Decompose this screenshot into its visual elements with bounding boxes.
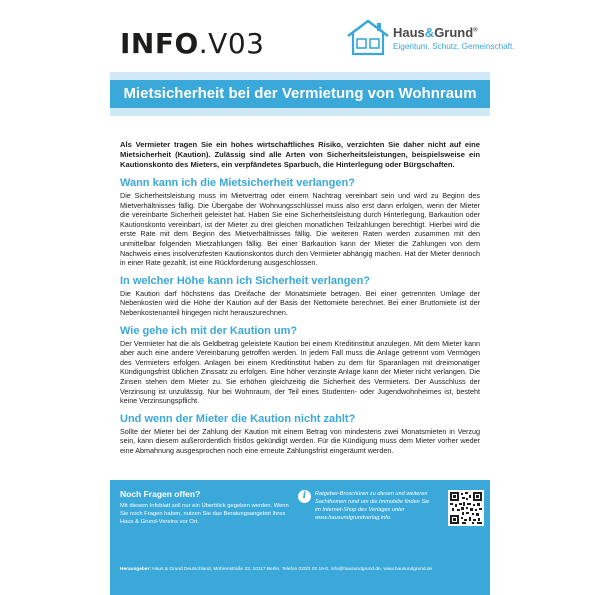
house-logo-icon	[346, 18, 390, 58]
logo-name-part1: Haus	[393, 25, 425, 40]
logo-ampersand: &	[424, 25, 435, 40]
title-bar	[110, 80, 490, 108]
section-text: Sollte der Mieter bei der Zahlung der Kaution mit einem Betrag von mindestens zwei Monatsmieten in Verzug sein, kann diesem außerordentlich fristlos gekündigt werden. Für die Kündigung muss dem Mieter vorher weder eine Abmahnung ausgesprochen noch eine erneute Zahlungsfrist eingeräumt werden.	[120, 426, 480, 455]
info-icon: i	[298, 490, 311, 503]
section-handling	[120, 324, 480, 406]
section-heading: Und wenn der Mieter die Kaution nicht zahlt?	[120, 412, 356, 425]
logo-tagline: Eigentum. Schutz. Gemeinschaft.	[393, 42, 515, 51]
info-code-number: .V03	[198, 27, 265, 60]
footer-panel	[110, 480, 490, 595]
main-content	[120, 140, 480, 461]
section-heading: In welcher Höhe kann ich Sicherheit verlangen?	[120, 274, 371, 287]
haus-und-grund-logo	[346, 18, 515, 64]
intro-paragraph: Als Vermieter tragen Sie ein hohes wirtschaftliches Risiko, verzichten Sie daher nicht auf eine Mietsicherheit (Kaution). Zulässig sind alle Arten von Sicherheitsleistungen, beispielsweise ein Kautionskonto des Mieters, ein verpfändetes Sparbuch, die Hinterlegung oder Bürgschaften.	[120, 140, 480, 169]
footer-text: Mit diesem Infoblatt soll nur ein Überblick gegeben werden. Wenn Sie noch Fragen haben, nutzen Sie das Beratungsangebot Ihres Haus & Grund-Vereins vor Ort.	[120, 503, 289, 525]
section-amount	[120, 274, 480, 318]
section-nonpayment	[120, 412, 480, 456]
footer-publisher	[120, 568, 484, 573]
section-heading: Wann kann ich die Mietsicherheit verlangen?	[120, 177, 355, 189]
logo-wordmark	[393, 26, 478, 39]
footer-heading: Noch Fragen offen?	[120, 489, 201, 499]
section-when	[120, 176, 480, 268]
section-text: Die Kaution darf höchstens das Dreifache der Monatsmiete betragen. Bei einer getrennten Umlage der Nebenkosten wird die Höhe der Kaution auf der Basis der Nettomiete berechnet. Bei einer Bruttomiete ist der Nebenkostenanteil hingegen nicht herauszurechnen.	[120, 288, 480, 317]
info-sheet	[110, 0, 515, 595]
footer-info-note: Ratgeber-Broschüren zu diesen und weiteren Sachthemen rund um die Immobilie finden Sie im Internet-Shop des Verlages unter www.hausundgrundverlag.info.	[315, 491, 430, 521]
publisher-label: Herausgeber:	[120, 567, 151, 572]
qr-code-icon[interactable]	[448, 490, 484, 526]
publisher-text: Haus & Grund Deutschland, Mohrenstraße 33, 10117 Berlin, Telefon 030/2 02 16-0, info@hausundgrund.de, www.hausundgrund.de	[152, 567, 433, 572]
section-heading: Wie gehe ich mit der Kaution um?	[120, 324, 298, 337]
section-text: Die Sicherheitsleistung muss im Mietvertrag oder einem Nachtrag vereinbart sein und wird zu Beginn des Mietverhältnisses fällig. Die Übergabe der Wohnungsschlüssel muss also erst dann erfolgen, wenn der Mieter die vereinbarte Sicherheit geleistet hat. Haben Sie eine Sicherheitsleistung durch Hinterlegung, Barkaution oder Kautionskonto vereinbart, ist der Mieter zu drei gleichen monatlichen Teilzahlungen berechtigt. Hierbei wird die erste Rate mit dem Beginn des Mietverhältnisses fällig. Die weiteren Raten werden zusammen mit den unmittelbar folgenden Mietzahlungen fällig. Bei einer Barkaution kann der Mieter die Zahlungen von dem Nachweis eines insolvenzfesten Kautionskontos durch den Vermieter abhängig machen. Hat der Mieter dennoch in einer Rate gezahlt, ist eine Rückforderung ausgeschlossen.	[120, 191, 480, 268]
logo-name-part2: Grund	[434, 25, 474, 40]
page-title: Mietsicherheit bei der Vermietung von Wohnraum	[123, 85, 477, 102]
info-code	[120, 27, 265, 60]
info-code-prefix: INFO	[120, 27, 199, 60]
section-text: Der Vermieter hat die als Geldbetrag geleistete Kaution bei einem Kreditinstitut anzulegen. Mit dem Mieter kann aber auch eine andere Vereinbarung getroffen werden. In jedem Fall muss die Anlage getrennt vom Vermögen des Vermieters erfolgen. Anlagen bei einem Kreditinstitut haben zu dem für Sparanlagen mit dreimonatiger Kündigungsfrist üblichen Zinssatz zu erfolgen. Eine höher verzinste Anlage kann der Mieter nicht verlangen. Die Zinsen stehen dem Mieter zu. Sie erhöhen gleichzeitig die Sicherheit des Vermieters. Der Ausschluss der Verzinsung ist unzulässig. Nur bei Wohnraum, der Teil eines Studenten- oder Jugendwohnheimes ist, besteht keine Verzinsungspflicht.	[120, 338, 480, 406]
logo-registered-mark: ®	[473, 27, 478, 34]
